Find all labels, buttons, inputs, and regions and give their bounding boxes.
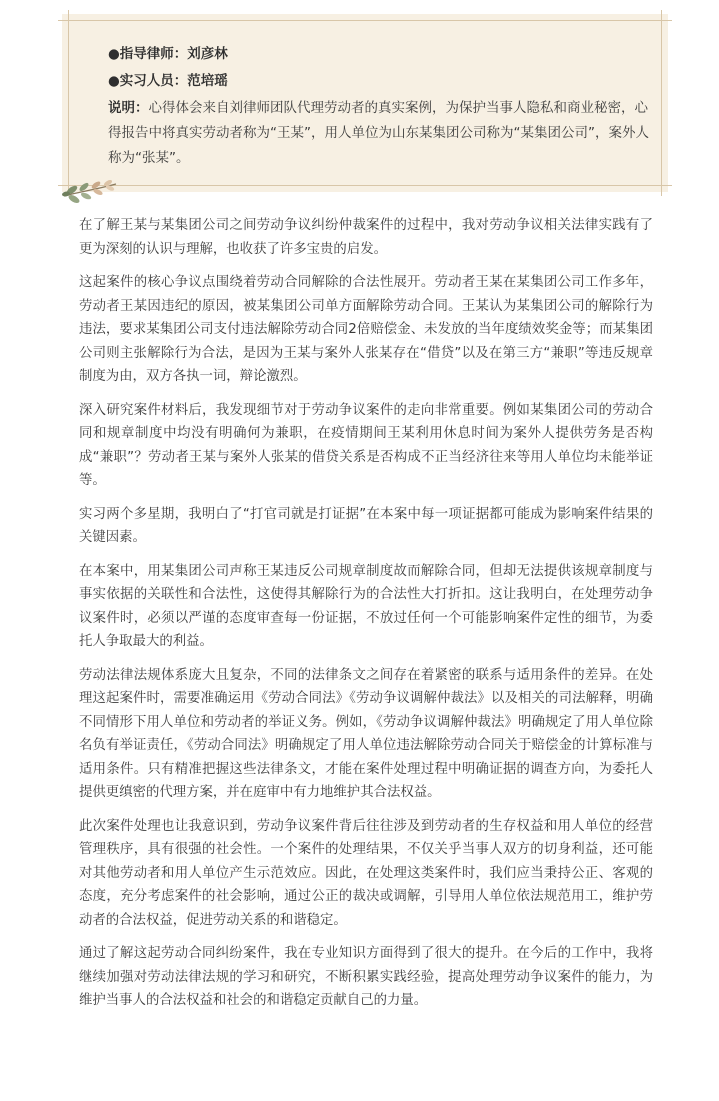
paragraph-5: 在本案中，用某集团公司声称王某违反公司规章制度故而解除合同，但却无法提供该规章制度与事实依据的关联性和合法性，这使得其解除行为的合法性大打折扣。这让我明白，在处理劳动争议案件时，必须以严谨的态度审查每一份证据，不放过任何一个可能影响案件定性的细节，为委托人争取最大的利益。 <box>79 563 653 649</box>
paragraph-6: 劳动法律法规体系庞大且复杂，不同的法律条文之间存在着紧密的联系与适用条件的差异。在处理这起案件时，需要准确运用《劳动合同法》《劳动争议调解仲裁法》以及相关的司法解释，明确不同情形下用人单位和劳动者的举证义务。例如，《劳动争议调解仲裁法》明确规定了用人单位除名负有举证责任，《劳动合同法》明确规定了用人单位违法解除劳动合同关于赔偿金的计算标准与适用条件。只有精准把握这些法律条文，才能在案件处理过程中明确证据的调查方向，为委托人提供更缜密的代理方案，并在庭审中有力地维护其合法权益。 <box>79 667 653 800</box>
info-card <box>62 14 668 192</box>
note-block <box>108 96 656 171</box>
paragraph-3: 深入研究案件材料后，我发现细节对于劳动争议案件的走向非常重要。例如某集团公司的劳动合同和规章制度中均没有明确何为兼职，在疫情期间王某利用休息时间为案外人提供劳务是否构成“兼职”？劳动者王某与案外人张某的借贷关系是否构成不正当经济往来等用人单位均未能举证等。 <box>79 402 653 488</box>
card-border-bottom <box>58 185 672 186</box>
paragraph-1: 在了解王某与某集团公司之间劳动争议纠纷仲裁案件的过程中，我对劳动争议相关法律实践有了更为深刻的认识与理解，也收获了许多宝贵的启发。 <box>79 218 653 257</box>
mentor-name: 刘彦林 <box>187 46 228 62</box>
card-border-left <box>68 10 69 196</box>
leaf-sprig-icon <box>60 172 120 206</box>
mentor-line <box>108 42 656 69</box>
paragraph-4: 实习两个多星期，我明白了“打官司就是打证据”在本案中每一项证据都可能成为影响案件结果的关键因素。 <box>79 506 653 545</box>
intern-line <box>108 69 656 96</box>
card-border-top <box>58 20 672 21</box>
note-label: 说明： <box>108 100 149 116</box>
card-content <box>108 42 656 171</box>
card-border-right <box>661 10 662 196</box>
intern-name: 范培瑶 <box>187 73 228 89</box>
article-body <box>79 214 653 1023</box>
mentor-label: ●指导律师： <box>108 46 188 62</box>
intern-label: ●实习人员： <box>108 73 188 89</box>
paragraph-8: 通过了解这起劳动合同纠纷案件，我在专业知识方面得到了很大的提升。在今后的工作中，我将继续加强对劳动法律法规的学习和研究，不断积累实践经验，提高处理劳动争议案件的能力，为维护当事人的合法权益和社会的和谐稳定贡献自己的力量。 <box>79 946 653 1008</box>
paragraph-7: 此次案件处理也让我意识到，劳动争议案件背后往往涉及到劳动者的生存权益和用人单位的经营管理秩序，具有很强的社会性。一个案件的处理结果，不仅关乎当事人双方的切身利益，还可能对其他劳动者和用人单位产生示范效应。因此，在处理这类案件时，我们应当秉持公正、客观的态度，充分考虑案件的社会影响，通过公正的裁决或调解，引导用人单位依法规范用工，维护劳动者的合法权益，促进劳动关系的和谐稳定。 <box>79 818 653 928</box>
paragraph-2: 这起案件的核心争议点围绕着劳动合同解除的合法性展开。劳动者王某在某集团公司工作多年，劳动者王某因违纪的原因，被某集团公司单方面解除劳动合同。王某认为某集团公司的解除行为违法，要求某集团公司支付违法解除劳动合同2倍赔偿金、未发放的当年度绩效奖金等；而某集团公司则主张解除行为合法，是因为王某与案外人张某存在“借贷”以及在第三方“兼职”等违反规章制度为由，双方各执一词，辩论激烈。 <box>79 275 653 384</box>
note-text: 心得体会来自刘律师团队代理劳动者的真实案例，为保护当事人隐私和商业秘密，心得报告中将真实劳动者称为“王某”，用人单位为山东某集团公司称为“某集团公司”，案外人称为“张某”。 <box>108 100 649 166</box>
